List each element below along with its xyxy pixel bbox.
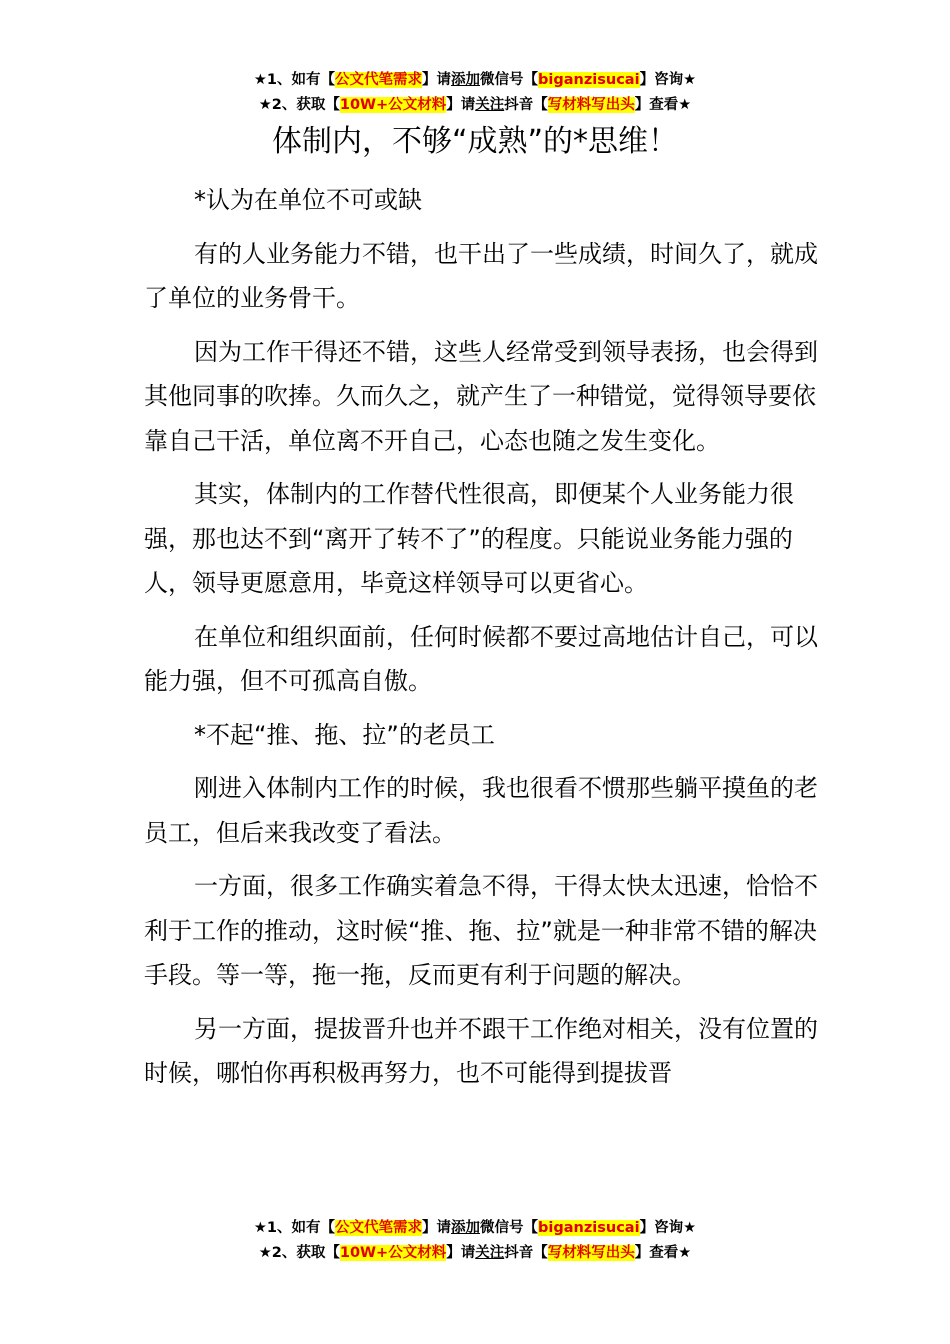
highlight-text: 公文代笔需求 bbox=[335, 1220, 423, 1236]
highlight-text: 写材料写出头 bbox=[547, 97, 635, 113]
header-notice bbox=[0, 68, 950, 118]
paragraph: 刚进入体制内工作的时候，我也很看不惯那些躺平摸鱼的老员工，但后来我改变了看法。 bbox=[144, 774, 818, 847]
highlight-text: biganzisucai bbox=[538, 1220, 640, 1236]
notice-line-1: ★1、如有【公文代笔需求】请添加微信号【biganzisucai】咨询★ bbox=[253, 72, 697, 88]
notice-line-2: ★2、获取【10W+公文材料】请关注抖音【写材料写出头】查看★ bbox=[258, 1245, 692, 1261]
document-body bbox=[144, 178, 834, 1105]
notice-line-1: ★1、如有【公文代笔需求】请添加微信号【biganzisucai】咨询★ bbox=[253, 1220, 697, 1236]
paragraph: 有的人业务能力不错，也干出了一些成绩，时间久了，就成了单位的业务骨干。 bbox=[144, 239, 818, 312]
notice-line-2: ★2、获取【10W+公文材料】请关注抖音【写材料写出头】查看★ bbox=[258, 97, 692, 113]
section-heading: *认为在单位不可或缺 bbox=[194, 186, 422, 214]
paragraph: 其实，体制内的工作替代性很高，即便某个人业务能力很强，那也达不到“离开了转不了”的程度。只能说业务能力强的人，领导更愿意用，毕竟这样领导可以更省心。 bbox=[144, 480, 794, 597]
document-title: 体制内，不够“成熟”的*思维！ bbox=[271, 124, 679, 159]
footer-notice bbox=[0, 1216, 950, 1266]
section-heading: *不起“推、拖、拉”的老员工 bbox=[194, 720, 495, 749]
highlight-text: 公文代笔需求 bbox=[335, 72, 423, 88]
highlight-text: 10W+公文材料 bbox=[339, 97, 447, 113]
highlight-text: 10W+公文材料 bbox=[339, 1245, 447, 1261]
highlight-text: 写材料写出头 bbox=[547, 1245, 635, 1261]
paragraph: 另一方面，提拔晋升也并不跟干工作绝对相关，没有位置的时候，哪怕你再积极再努力，也不可能得到提拔晋 bbox=[144, 1014, 818, 1087]
paragraph: 在单位和组织面前，任何时候都不要过高地估计自己，可以能力强，但不可孤高自傲。 bbox=[144, 622, 818, 695]
paragraph: 一方面，很多工作确实着急不得，干得太快太迅速，恰恰不利于工作的推动，这时候“推、拖、拉”就是一种非常不错的解决手段。等一等，拖一拖，反而更有利于问题的解决。 bbox=[144, 872, 818, 989]
highlight-text: biganzisucai bbox=[538, 72, 640, 88]
paragraph: 因为工作干得还不错，这些人经常受到领导表扬，也会得到其他同事的吹捧。久而久之，就产生了一种错觉，觉得领导要依靠自己干活，单位离不开自己，心态也随之发生变化。 bbox=[144, 337, 818, 455]
